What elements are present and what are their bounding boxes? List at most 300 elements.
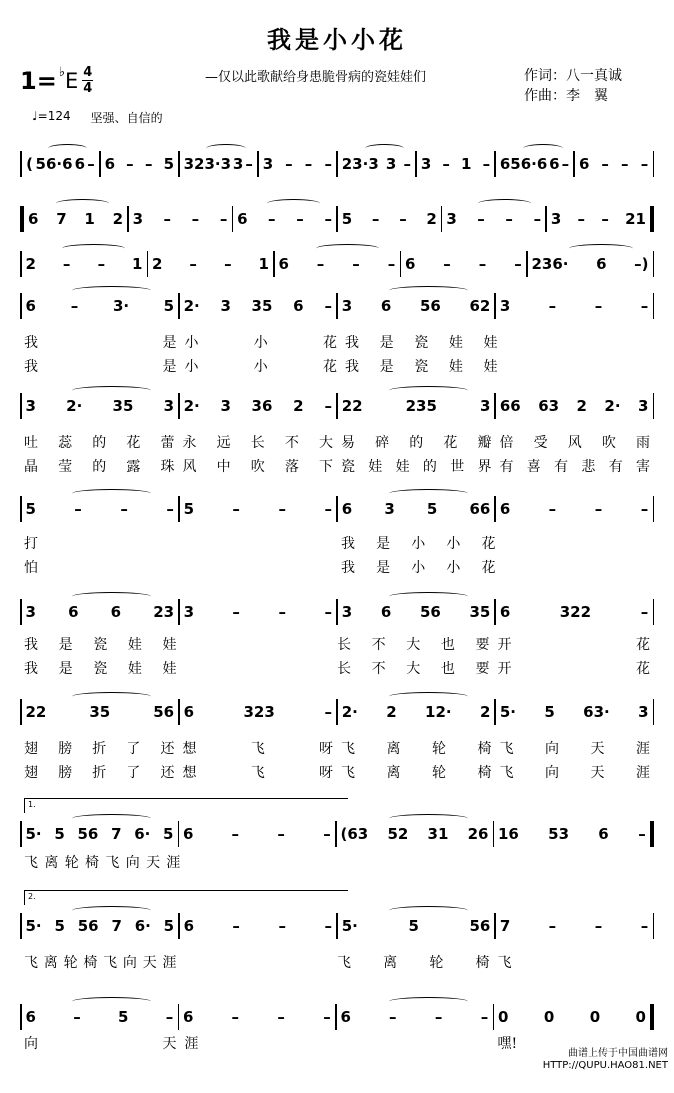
note-token: – xyxy=(219,210,228,228)
lyric-syllable: 珠 xyxy=(160,459,175,475)
lyric-segment xyxy=(183,533,338,553)
lyric-syllable: 有 xyxy=(554,459,569,475)
measure xyxy=(259,155,337,173)
measure xyxy=(180,500,337,518)
note-token: 35 xyxy=(469,603,491,621)
note-token: 6 xyxy=(596,255,607,273)
note-token: 6 xyxy=(549,155,560,173)
lyric-syllable: 我 xyxy=(345,335,359,351)
note-token: – xyxy=(73,1008,81,1026)
note-token: 3 xyxy=(638,703,649,721)
note-token: 3· xyxy=(113,297,130,315)
lyric-syllable: 喜 xyxy=(526,459,541,475)
note-token: (63 xyxy=(340,825,369,843)
note-token: – xyxy=(324,917,332,935)
lyric-syllable: 花 xyxy=(636,637,650,653)
note-token: – xyxy=(399,210,407,228)
note-token: 6 xyxy=(380,603,392,621)
lyric-segment xyxy=(20,738,179,758)
note-token: 5 xyxy=(408,917,419,935)
note-token: 0 xyxy=(498,1008,509,1026)
note-token: 56 xyxy=(153,703,175,721)
note-token: – xyxy=(443,255,451,273)
note-token: 3 xyxy=(163,397,175,415)
lyric-syllable: 瓷 xyxy=(93,661,108,677)
lyric-syllable: 不 xyxy=(371,661,386,677)
note-token: – xyxy=(640,603,649,621)
lyric-syllable: 膀 xyxy=(58,765,73,781)
lyric-syllable: 远 xyxy=(216,435,231,451)
note-token: 3 xyxy=(262,155,274,173)
barline xyxy=(653,913,655,939)
note-token: – xyxy=(231,1008,240,1026)
watermark-line-1: 曲谱上传于中国曲谱网 xyxy=(568,1048,668,1059)
lyric-syllable: 悲 xyxy=(581,459,596,475)
lyric-syllable: 想 xyxy=(182,765,197,781)
lyric-syllable: 娃 xyxy=(162,637,177,653)
lyric-syllable: 娃 xyxy=(483,335,498,351)
note-token: 6 xyxy=(183,825,194,843)
note-token: 2 xyxy=(576,397,587,415)
slur-mark xyxy=(72,692,151,701)
barline xyxy=(653,151,655,177)
note-token: – xyxy=(62,255,71,273)
note-token: – xyxy=(126,155,134,173)
note-token: – xyxy=(316,255,325,273)
measure xyxy=(233,210,336,228)
lyric-syllable: 折 xyxy=(92,765,107,781)
note-token: 2 xyxy=(25,255,36,273)
lyric-line xyxy=(20,557,654,577)
measure xyxy=(22,297,179,315)
barline xyxy=(650,1004,654,1030)
note-token: ( xyxy=(26,155,33,173)
note-token: – xyxy=(387,255,396,273)
lyric-syllable: 天 xyxy=(146,855,161,871)
note-token: –) xyxy=(634,255,649,273)
note-token: 6 xyxy=(110,603,122,621)
lyric-syllable: 不 xyxy=(284,435,299,451)
note-token: 3 xyxy=(341,297,353,315)
lyric-syllable: 瓣 xyxy=(477,435,492,451)
measure xyxy=(496,603,653,621)
note-token: 6 xyxy=(237,210,248,228)
note-token: 1 xyxy=(84,210,95,228)
note-token: – xyxy=(324,500,332,518)
measure xyxy=(275,255,400,273)
lyric-syllable: 离 xyxy=(386,741,401,757)
slur-mark xyxy=(523,144,563,153)
note-token: 6 xyxy=(278,255,289,273)
lyric-syllable: 飞 xyxy=(341,741,355,757)
measure xyxy=(129,210,232,228)
note-token: 6 xyxy=(341,500,353,518)
tempo-value: ♩=124 xyxy=(32,109,71,123)
lyric-line xyxy=(20,634,654,654)
note-token: – xyxy=(403,155,412,173)
note-token: 21 xyxy=(625,210,646,228)
note-token: 5 xyxy=(163,917,175,935)
note-token: 3 xyxy=(220,397,231,415)
note-token: 66 xyxy=(469,500,491,518)
note-token: 0 xyxy=(543,1008,555,1026)
note-token: 23·3 xyxy=(341,155,379,173)
note-token: 3 xyxy=(385,155,397,173)
note-token: 6 xyxy=(68,603,79,621)
lyric-syllable: 涯 xyxy=(184,1036,199,1052)
note-token: – xyxy=(594,297,603,315)
note-token: 5 xyxy=(25,500,36,518)
lyric-syllable: 飞 xyxy=(499,741,514,757)
lyric-segment xyxy=(20,658,181,678)
barline xyxy=(653,496,655,522)
note-token: – xyxy=(277,825,285,843)
note-token: 5 xyxy=(544,703,555,721)
lyric-segment xyxy=(333,952,494,972)
note-token: 2 xyxy=(152,255,163,273)
lyric-syllable: 天 xyxy=(142,955,157,971)
note-token: – xyxy=(505,210,513,228)
lyric-syllable: 花 xyxy=(636,661,650,677)
score-system xyxy=(0,698,674,788)
lyric-syllable: 莹 xyxy=(58,459,73,475)
lyric-syllable: 有 xyxy=(499,459,514,475)
note-token: 6· xyxy=(134,917,151,935)
lyric-segment xyxy=(179,762,338,782)
note-token: – xyxy=(442,155,450,173)
note-token: – xyxy=(640,155,649,173)
slur-mark xyxy=(56,199,109,208)
lyric-syllable: 易 xyxy=(341,435,355,451)
note-token: 323·3 xyxy=(183,155,232,173)
note-token: 6 xyxy=(499,500,511,518)
note-token: – xyxy=(166,500,174,518)
notation-row xyxy=(20,292,654,320)
note-token: – xyxy=(601,210,609,228)
lyric-syllable: 长 xyxy=(337,661,351,677)
measure xyxy=(496,155,574,173)
slur-mark xyxy=(389,997,468,1006)
lyric-line xyxy=(20,356,654,376)
lyric-segment xyxy=(494,658,655,678)
note-token: 5 xyxy=(163,825,174,843)
lyric-syllable: 我 xyxy=(341,560,355,576)
lyric-segment xyxy=(341,332,502,352)
barline xyxy=(653,699,655,725)
measure xyxy=(180,155,258,173)
note-token: – xyxy=(324,210,332,228)
measure xyxy=(338,397,495,415)
lyric-syllable: 翅 xyxy=(24,741,38,757)
note-token: – xyxy=(120,500,128,518)
measure xyxy=(496,297,653,315)
lyric-syllable: 向 xyxy=(122,955,137,971)
note-token: – xyxy=(278,500,286,518)
measure xyxy=(337,825,493,843)
tempo-marking xyxy=(32,109,163,126)
barline xyxy=(650,821,654,847)
lyric-segment xyxy=(183,557,338,577)
lyric-segment xyxy=(337,738,496,758)
lyric-syllable: 想 xyxy=(182,741,197,757)
lyric-syllable: 轮 xyxy=(432,741,446,757)
note-token: 6 xyxy=(28,210,39,228)
lyric-syllable: 中 xyxy=(216,459,231,475)
lyric-syllable: 涯 xyxy=(166,855,181,871)
lyric-syllable: 小 xyxy=(411,560,426,576)
lyric-syllable: 长 xyxy=(337,637,351,653)
measure xyxy=(494,1008,650,1026)
lyric-syllable: 花 xyxy=(323,335,337,351)
note-token: 2 xyxy=(293,397,304,415)
measure xyxy=(338,703,495,721)
lyric-line xyxy=(20,456,654,476)
note-token: – xyxy=(601,155,609,173)
note-token: 62 xyxy=(469,297,491,315)
note-token: 656·6 xyxy=(499,155,548,173)
lyric-segment xyxy=(20,356,181,376)
measure xyxy=(401,255,526,273)
lyric-segment xyxy=(20,456,179,476)
note-token: – xyxy=(232,917,240,935)
lyric-syllable: 不 xyxy=(371,637,386,653)
lyric-segment xyxy=(494,634,655,654)
lyric-syllable: 露 xyxy=(126,459,141,475)
lyric-segment xyxy=(20,432,179,452)
note-token: 2 xyxy=(386,703,397,721)
lyric-segment xyxy=(181,634,334,654)
lyric-segment xyxy=(181,952,334,972)
slur-mark xyxy=(389,592,468,601)
note-token: 6 xyxy=(598,825,609,843)
note-token: 1 xyxy=(132,255,143,273)
lyric-syllable: 小 xyxy=(446,560,461,576)
slur-mark xyxy=(72,489,151,498)
note-token: – xyxy=(389,1008,397,1026)
lyric-line xyxy=(20,762,654,782)
note-token: 35 xyxy=(112,397,134,415)
lyric-syllable: 小 xyxy=(446,536,461,552)
barline xyxy=(653,293,655,319)
lyric-syllable: 还 xyxy=(160,765,175,781)
measure xyxy=(496,500,653,518)
note-token: 6 xyxy=(25,297,36,315)
note-token: – xyxy=(224,255,232,273)
note-token: 56 xyxy=(419,603,441,621)
lyric-line xyxy=(20,332,654,352)
lyric-segment xyxy=(337,557,500,577)
notation-row xyxy=(20,150,654,178)
slur-mark xyxy=(267,199,320,208)
key-letter: E xyxy=(64,68,79,93)
notation-row xyxy=(20,392,654,420)
lyric-syllable: 有 xyxy=(608,459,623,475)
note-token: – xyxy=(640,297,649,315)
note-token: 323 xyxy=(243,703,275,721)
lyric-syllable: 娃 xyxy=(395,459,410,475)
measure xyxy=(22,917,179,935)
slur-mark xyxy=(72,997,151,1006)
lyric-syllable: 小 xyxy=(184,359,199,375)
lyric-syllable: 瓷 xyxy=(93,637,108,653)
lyric-syllable: 向 xyxy=(545,741,559,757)
measure xyxy=(24,210,127,228)
note-token: 1 xyxy=(258,255,269,273)
measure xyxy=(338,155,416,173)
lyric-syllable: 花 xyxy=(126,435,141,451)
meter-numerator: 4 xyxy=(83,65,93,80)
lyric-syllable: 我 xyxy=(24,359,38,375)
measure xyxy=(22,603,179,621)
note-token: 1 xyxy=(461,155,472,173)
lyric-syllable: 长 xyxy=(250,435,265,451)
lyric-syllable: 呀 xyxy=(319,765,333,781)
lyric-syllable: 离 xyxy=(44,855,59,871)
note-token: – xyxy=(278,917,286,935)
lyric-syllable: 飞 xyxy=(250,765,265,781)
note-token: 6 xyxy=(340,1008,351,1026)
lyric-syllable: 打 xyxy=(24,536,38,552)
note-token: 52 xyxy=(387,825,409,843)
note-token: 2· xyxy=(604,397,621,415)
lyric-syllable: 膀 xyxy=(58,741,73,757)
lyric-syllable: 我 xyxy=(24,661,38,677)
time-signature xyxy=(82,66,93,95)
lyric-segment xyxy=(20,533,183,553)
lyric-syllable: 离 xyxy=(383,955,398,971)
note-token: 53 xyxy=(548,825,570,843)
note-token: 7 xyxy=(111,825,122,843)
note-token: 7 xyxy=(56,210,67,228)
measure xyxy=(22,397,179,415)
lyric-segment xyxy=(20,557,183,577)
slur-mark xyxy=(389,489,468,498)
measure xyxy=(338,917,495,935)
measure xyxy=(528,255,653,273)
lyric-segment xyxy=(502,356,655,376)
measure xyxy=(22,155,100,173)
note-token: – xyxy=(189,255,197,273)
measure xyxy=(496,397,653,415)
lyric-syllable: 天 xyxy=(590,765,605,781)
note-token: – xyxy=(514,255,522,273)
note-token: 3 xyxy=(232,155,244,173)
lyric-syllable: 翅 xyxy=(24,765,38,781)
note-token: 3 xyxy=(638,397,649,415)
measure xyxy=(337,1008,493,1026)
note-token: 2 xyxy=(426,210,437,228)
slur-mark xyxy=(389,906,468,915)
note-token: 3 xyxy=(25,603,36,621)
note-token: 0 xyxy=(635,1008,646,1026)
lyric-syllable: 风 xyxy=(567,435,582,451)
measure xyxy=(338,210,441,228)
volta-bracket: 1. xyxy=(24,798,348,813)
lyric-segment xyxy=(179,432,338,452)
flat-icon: ♭ xyxy=(58,65,65,80)
credits xyxy=(524,66,622,106)
lyric-segment xyxy=(181,658,334,678)
lyric-syllable: 离 xyxy=(43,955,58,971)
note-token: – xyxy=(371,210,380,228)
measure xyxy=(338,500,495,518)
note-token: 3 xyxy=(183,603,195,621)
lyric-syllable: 的 xyxy=(422,459,437,475)
lyric-segment xyxy=(496,432,655,452)
lyric-syllable: 小 xyxy=(411,536,426,552)
lyric-syllable: 我 xyxy=(24,335,38,351)
dedication: —仅以此歌献给身患脆骨病的瓷娃娃们 xyxy=(205,70,427,85)
note-token: 5 xyxy=(163,155,175,173)
note-token: 23 xyxy=(153,603,175,621)
lyric-segment xyxy=(341,356,502,376)
lyric-segment xyxy=(20,332,181,352)
lyric-segment xyxy=(333,658,494,678)
note-token: – xyxy=(245,155,253,173)
measure xyxy=(494,825,650,843)
lyric-syllable: 瓷 xyxy=(414,359,429,375)
lyric-syllable: 飞 xyxy=(341,765,355,781)
measure xyxy=(442,210,545,228)
note-token: 16 xyxy=(498,825,519,843)
lyric-syllable: 下 xyxy=(319,459,333,475)
note-token: 3 xyxy=(384,500,395,518)
lyric-syllable: 是 xyxy=(376,560,391,576)
note-token: 56 xyxy=(77,917,99,935)
lyric-segment xyxy=(498,852,655,872)
note-token: – xyxy=(145,155,153,173)
lyric-syllable: 娃 xyxy=(162,661,177,677)
notation-row xyxy=(20,250,654,278)
lyric-segment xyxy=(181,1033,342,1053)
lyric-syllable: 永 xyxy=(182,435,197,451)
measure xyxy=(22,255,147,273)
lyric-syllable: 的 xyxy=(92,459,107,475)
note-token: 12· xyxy=(425,703,452,721)
lyric-syllable: 我 xyxy=(341,536,355,552)
lyric-syllable: 向 xyxy=(545,765,559,781)
lyric-syllable: 瓷 xyxy=(414,335,429,351)
lyric-syllable: 倍 xyxy=(499,435,514,451)
slur-mark xyxy=(72,592,151,601)
note-token: 56·6 xyxy=(35,155,73,173)
lyric-syllable: 也 xyxy=(440,637,455,653)
lyric-syllable: 落 xyxy=(284,459,299,475)
note-token: – xyxy=(277,1008,285,1026)
note-token: – xyxy=(165,1008,174,1026)
note-token: – xyxy=(191,210,200,228)
lyric-syllable: 小 xyxy=(184,335,199,351)
note-token: 3 xyxy=(499,297,511,315)
note-token: 322 xyxy=(559,603,592,621)
score-system xyxy=(0,292,674,382)
lyric-syllable: 娃 xyxy=(127,661,142,677)
note-token: 5· xyxy=(25,917,42,935)
note-token: 6 xyxy=(104,155,115,173)
note-token: 2 xyxy=(112,210,124,228)
score-system xyxy=(0,495,674,585)
measure xyxy=(547,210,650,228)
note-token: 3 xyxy=(341,603,353,621)
note-token: 6 xyxy=(380,297,392,315)
lyric-syllable: 害 xyxy=(635,459,650,475)
lyric-line xyxy=(20,952,654,972)
note-token: 6 xyxy=(405,255,416,273)
lyric-syllable: 我 xyxy=(24,637,38,653)
lyric-syllable: 要 xyxy=(475,637,490,653)
note-token: 56 xyxy=(77,825,99,843)
lyric-syllable: 晶 xyxy=(24,459,38,475)
